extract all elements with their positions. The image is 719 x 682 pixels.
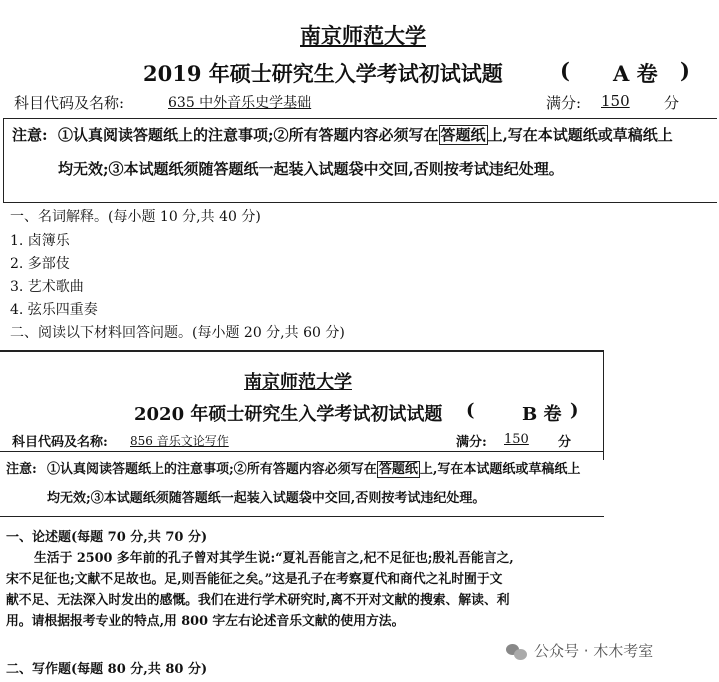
paper-a-item: 4. 弦乐四重奏: [10, 302, 98, 318]
wechat-icon: [506, 642, 528, 660]
paper-b-divider-top: [0, 451, 604, 452]
paper-a-notice-prefix: 注意:: [12, 126, 48, 144]
wechat-watermark: [506, 640, 653, 661]
paper-a-paren-open: (: [560, 58, 570, 83]
paper-a-notice-left-rule: [3, 118, 4, 202]
paper-a-score-value: 150: [601, 92, 630, 110]
paper-b-notice-line1-b: 上,写在本试题纸或草稿纸上: [419, 462, 581, 477]
paper-a-notice-line2: 均无效;③本试题纸须随答题纸一起装入试题袋中交回,否则按考试违纪处理。: [58, 160, 564, 178]
paper-b-body-line: 宋不足征也;文献不足故也。足,则吾能征之矣。”这是孔子在考察夏代和商代之礼时囿于文: [6, 572, 503, 587]
paper-a-title: 2019 年硕士研究生入学考试初试试题: [143, 61, 503, 86]
paper-a-score-label: 满分:: [546, 94, 582, 112]
paper-b-notice-line2: 均无效;③本试题纸须随答题纸一起装入试题袋中交回,否则按考试违纪处理。: [47, 491, 486, 506]
paper-b-score-value: 150: [504, 432, 529, 447]
paper-b-body-line: 献不足、无法深入时发出的感慨。我们在进行学术研究时,离不开对文献的搜索、解读、利: [6, 593, 510, 608]
paper-b-top-edge: [0, 350, 604, 352]
paper-a-item: 2. 多部伎: [10, 256, 70, 272]
watermark-text: 公众号 · 木木考室: [534, 642, 654, 660]
paper-b-section2-title: 二、写作题(每题 80 分,共 80 分): [6, 662, 208, 677]
paper-a-subject-label: 科目代码及名称:: [14, 94, 125, 112]
paper-b: [0, 350, 719, 682]
paper-a-notice-line1-a: ①认真阅读答题纸上的注意事项;②所有答题内容必须写在: [58, 126, 439, 144]
paper-b-title: 2020 年硕士研究生入学考试初试试题: [134, 404, 443, 425]
paper-b-university: 南京师范大学: [244, 372, 352, 393]
paper-b-notice-line1: [47, 458, 580, 477]
paper-b-score-unit: 分: [558, 435, 572, 450]
paper-a-item: 1. 卤簿乐: [10, 233, 70, 249]
paper-b-paren-close: ): [570, 400, 579, 421]
paper-a-section2-title: 二、阅读以下材料回答问题。(每小题 20 分,共 60 分): [10, 325, 345, 341]
paper-b-section1-title: 一、论述题(每题 70 分,共 70 分): [6, 530, 208, 545]
paper-b-notice-boxed: 答题纸: [378, 462, 418, 477]
paper-b-right-edge: [603, 350, 604, 460]
paper-a-score-unit: 分: [664, 94, 680, 112]
paper-b-paren-open: (: [466, 400, 475, 421]
paper-b-score-label: 满分:: [456, 435, 487, 450]
paper-b-body-line: 用。请根据报考专业的特点,用 800 字左右论述音乐文献的使用方法。: [6, 614, 405, 629]
paper-a-notice-line1-b: 上,写在本试题纸或草稿纸上: [487, 126, 673, 144]
paper-a-divider-top: [3, 118, 717, 119]
paper-b-body-line: 生活于 2500 多年前的孔子曾对其学生说:“夏礼吾能言之,杞不足征也;殷礼吾能言之,: [34, 551, 514, 566]
paper-b-subject-value: 856 音乐文论写作: [130, 434, 229, 448]
paper-b-divider-bottom: [0, 516, 604, 517]
paper-a-notice-boxed: 答题纸: [440, 126, 486, 144]
paper-a-notice-line1: [58, 124, 673, 145]
paper-a-section1-title: 一、名词解释。(每小题 10 分,共 40 分): [10, 209, 261, 225]
paper-b-notice-line1-a: ①认真阅读答题纸上的注意事项;②所有答题内容必须写在: [47, 462, 377, 477]
paper-a-version: A 卷: [613, 61, 658, 86]
paper-a-subject-value: 635 中外音乐史学基础: [168, 95, 312, 111]
paper-b-notice-prefix: 注意:: [6, 462, 37, 477]
paper-b-version: B 卷: [522, 404, 562, 425]
paper-b-subject-label: 科目代码及名称:: [12, 435, 108, 450]
paper-a-paren-close: ): [680, 58, 690, 83]
paper-a-item: 3. 艺术歌曲: [10, 279, 84, 295]
paper-a-university: 南京师范大学: [300, 23, 426, 48]
paper-a-divider-bottom: [3, 202, 717, 203]
